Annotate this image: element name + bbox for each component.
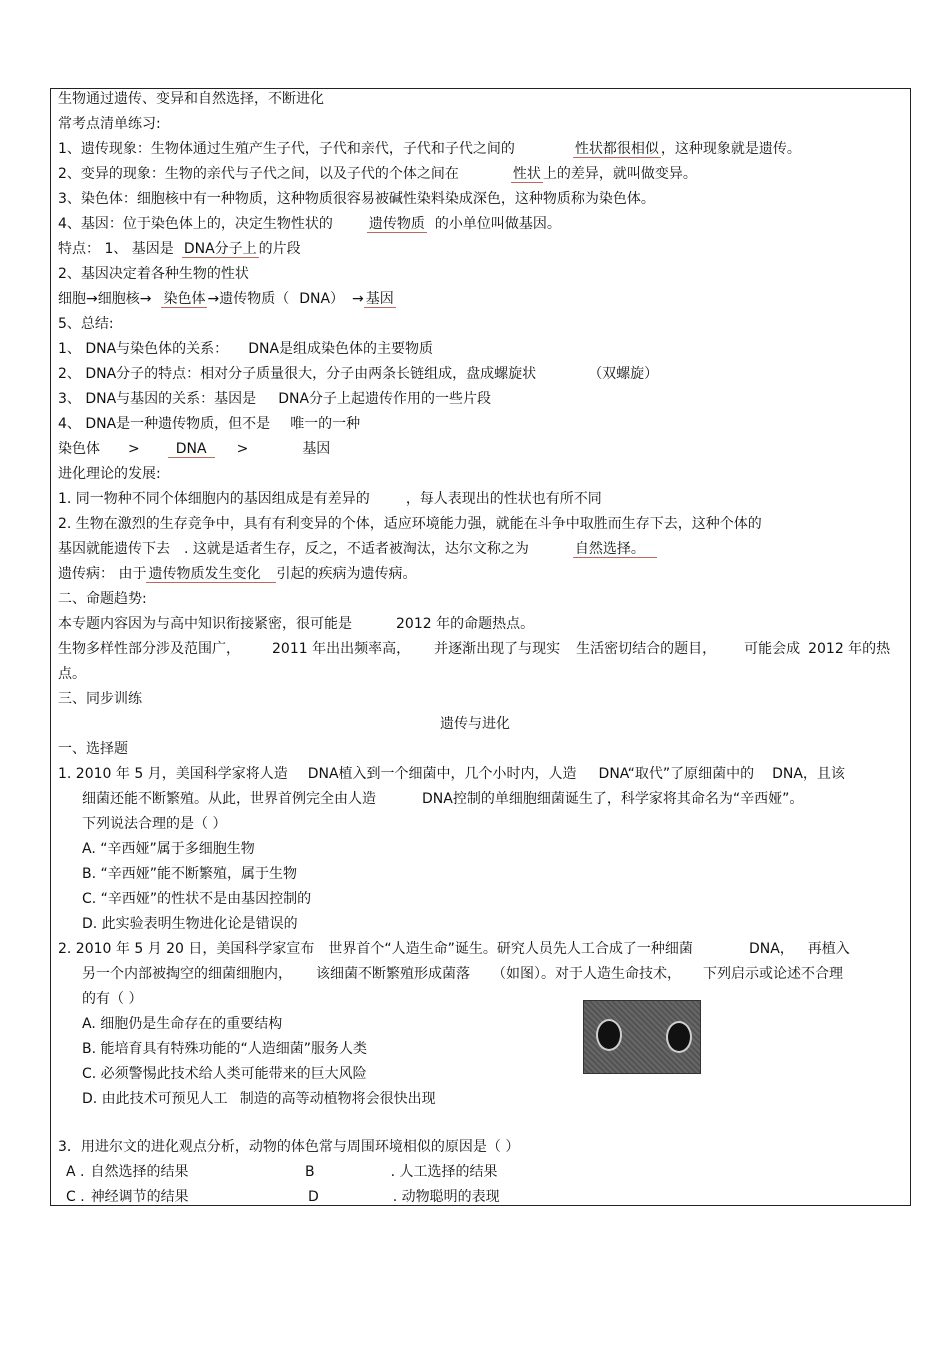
- review-line-1: 1、遗传现象：生物体通过生殖产生子代，子代和亲代，子代和子代之间的 性状都很相似 ，这种现象就是遗传。: [58, 141, 801, 157]
- review-line-7: 细胞→细胞核→ 染色体 →遗传物质（ DNA） → 基因: [58, 291, 394, 307]
- answer-blank: DNA分子上: [183, 241, 257, 257]
- trend-line-2: 生物多样性部分涉及范围广， 2011 年出出频率高， 并逐渐出现了与现实 生活密切结合的题目， 可能会成 2012 年的热: [58, 641, 891, 657]
- evolution-line-2: 2. 生物在激烈的生存竞争中，具有有利变异的个体，适应环境能力强，就能在斗争中取胜而生存下去，这种个体的: [58, 516, 762, 532]
- q1-stem-3: 下列说法合理的是（ ）: [82, 816, 227, 832]
- review-line-4: 4、基因：位于染色体上的，决定生物性状的 遗传物质 的小单位叫做基因。: [58, 216, 561, 232]
- evolution-title: 进化理论的发展:: [58, 466, 161, 482]
- q2-option-d[interactable]: D. 由此技术可预见人工 制造的高等动植物将会很快出现: [82, 1091, 436, 1107]
- evolution-line-3: 基因就能遗传下去 . 这就是适者生存，反之，不适者被淘汰，达尔文称之为 自然选择。: [58, 540, 657, 558]
- q2-option-c[interactable]: C. 必须警惕此技术给人类可能带来的巨大风险: [82, 1066, 367, 1082]
- q3-option-a[interactable]: A . 自然选择的结果: [66, 1164, 189, 1180]
- review-line-3: 3、染色体：细胞核中有一种物质，这种物质很容易被碱性染料染成深色，这种物质称为染色体。: [58, 191, 655, 207]
- trend-line-1: 本专题内容因为与高中知识衔接紧密，很可能是 2012 年的命题热点。: [58, 616, 535, 632]
- review-line-10: 2、 DNA分子的特点：相对分子质量很大，分子由两条长链组成，盘成螺旋状 （双螺旋）: [58, 366, 659, 382]
- answer-blank: 遗传物质: [368, 216, 425, 232]
- q3-option-b[interactable]: B . 人工选择的结果: [305, 1164, 498, 1180]
- answer-blank: DNA: [168, 441, 215, 458]
- answer-blank: 染色体: [163, 291, 206, 307]
- answer-blank: 性状: [512, 166, 541, 182]
- section-title: 一、选择题: [58, 741, 128, 757]
- review-line-11: 3、 DNA与基因的关系：基因是 DNA分子上起遗传作用的一些片段: [58, 391, 492, 407]
- q2-stem-3: 的有（ ）: [82, 991, 143, 1007]
- review-line-9: 1、 DNA与染色体的关系： DNA是组成染色体的主要物质: [58, 341, 434, 357]
- q1-option-c[interactable]: C. “辛西娅”的性状不是由基因控制的: [82, 891, 312, 907]
- q2-option-a[interactable]: A. 细胞仍是生命存在的重要结构: [82, 1016, 283, 1032]
- practice-center-title: 遗传与进化: [440, 716, 510, 732]
- q3-option-c[interactable]: C . 神经调节的结果: [66, 1189, 189, 1205]
- q1-option-b[interactable]: B. “辛西娅”能不断繁殖，属于生物: [82, 866, 298, 882]
- q1-stem-1: 1. 2010 年 5 月，美国科学家将人造 DNA植入到一个细菌中，几个小时内，人造 DNA“取代”了原细菌中的 DNA，且该: [58, 766, 845, 782]
- answer-blank: 性状都很相似: [574, 141, 659, 157]
- evolution-line-4: 遗传病： 由于 遗传物质发生变化 引起的疾病为遗传病。: [58, 566, 417, 582]
- review-line-6: 2、基因决定着各种生物的性状: [58, 266, 249, 282]
- bacterial-colony-photo: [583, 1000, 701, 1074]
- answer-blank: 基因: [365, 291, 394, 307]
- review-line-5: 特点： 1、 基因是 DNA分子上 的片段: [58, 241, 301, 257]
- q3-stem: 3．用进尔文的进化观点分析，动物的体色常与周围环境相似的原因是（ ）: [58, 1139, 520, 1155]
- q1-stem-2: 细菌还能不断繁殖。从此，世界首例完全由人造 DNA控制的单细胞细菌诞生了，科学家将其命名为“辛西娅”。: [82, 791, 804, 807]
- q3-option-d[interactable]: D . 动物聪明的表现: [308, 1189, 500, 1205]
- review-line-13: 染色体 > DNA > 基因: [58, 441, 331, 457]
- q1-option-d[interactable]: D. 此实验表明生物进化论是错误的: [82, 916, 298, 932]
- answer-blank: 遗传物质发生变化: [146, 566, 276, 583]
- review-line-8: 5、总结:: [58, 316, 114, 332]
- trend-line-3: 点。: [58, 666, 86, 682]
- review-title: 常考点清单练习:: [58, 116, 161, 132]
- intro-line: 生物通过遗传、变异和自然选择，不断进化: [58, 91, 324, 107]
- q2-option-b[interactable]: B. 能培育具有特殊功能的“人造细菌”服务人类: [82, 1041, 368, 1057]
- answer-blank: 自然选择。: [573, 541, 657, 558]
- review-line-12: 4、 DNA是一种遗传物质，但不是 唯一的一种: [58, 416, 361, 432]
- practice-title: 三、同步训练: [58, 691, 142, 707]
- review-line-2: 2、变异的现象：生物的亲代与子代之间，以及子代的个体之间在 性状 上的差异，就叫做变异。: [58, 166, 697, 182]
- q1-option-a[interactable]: A. “辛西娅”属于多细胞生物: [82, 841, 255, 857]
- q2-stem-1: 2. 2010 年 5 月 20 日，美国科学家宣布 世界首个“人造生命”诞生。研究人员先人工合成了一种细菌 DNA， 再植入: [58, 941, 850, 957]
- q2-stem-2: 另一个内部被掏空的细菌细胞内， 该细菌不断繁殖形成菌落 （如图）。对于人造生命技术， 下列启示或论述不合理: [82, 966, 843, 982]
- evolution-line-1: 1. 同一物种不同个体细胞内的基因组成是有差异的 ，每人表现出的性状也有所不同: [58, 491, 602, 507]
- trend-title: 二、命题趋势:: [58, 591, 147, 607]
